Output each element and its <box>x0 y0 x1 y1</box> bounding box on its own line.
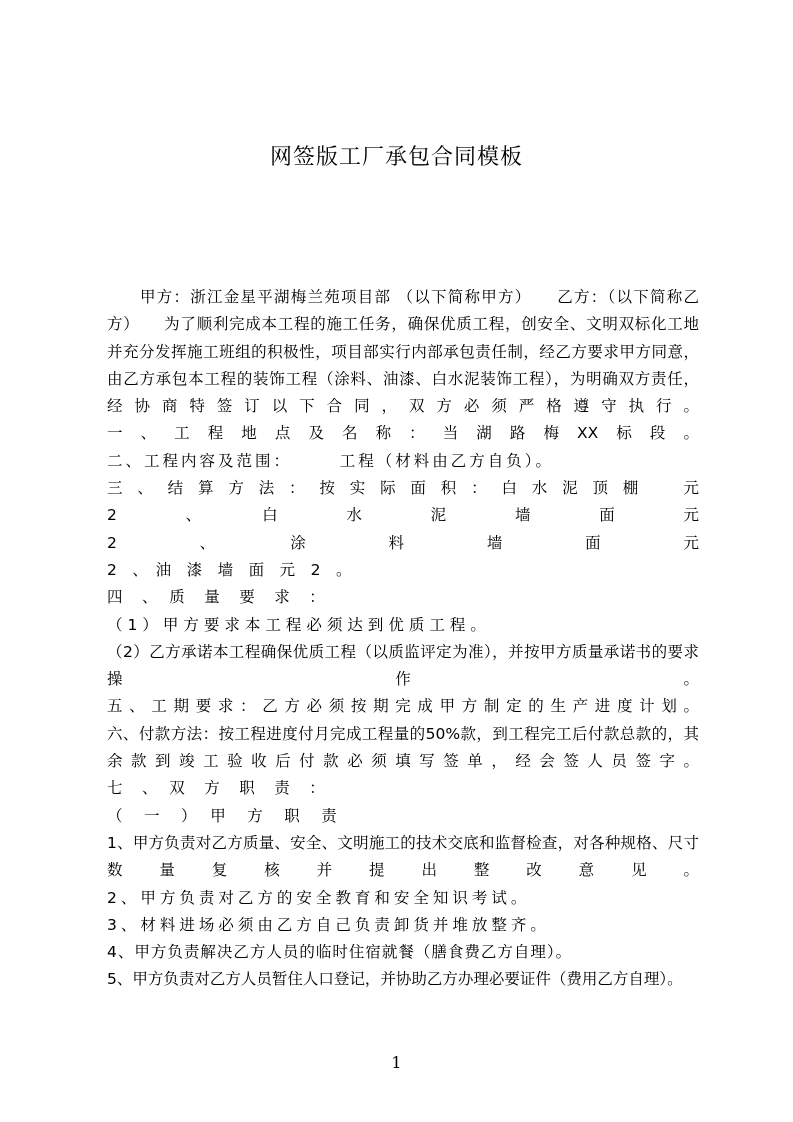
text-line: 方） 为了顺利完成本工程的施工任务，确保优质工程，创安全、文明双标化工地 <box>107 315 699 334</box>
text-line: 5、甲方负责对乙方人员暂住人口登记，并协助乙方办理必要证件（费用乙方自理）。 <box>107 970 683 989</box>
text-line: 数 量 复 核 并 提 出 整 改 意 见 。 <box>107 861 699 880</box>
text-line: （ 一 ） 甲 方 职 责 <box>107 806 340 825</box>
text-line: 二、工程内容及范围： 工程（材料由乙方自负）。 <box>107 451 555 470</box>
text-line: （2）乙方承诺本工程确保优质工程（以质监评定为准），并按甲方质量承诺书的要求 <box>107 642 699 661</box>
document-title: 网签版工厂承包合同模板 <box>269 145 523 170</box>
text-line: 3、材料进场必须由乙方自己负责卸货并堆放整齐。 <box>107 915 550 934</box>
text-line: 三、结算方法：按实际面积：白水泥顶棚 元 <box>107 479 699 498</box>
text-line: 余款到竣工验收后付款必须填写签单，经会签人员签字。 <box>107 752 699 771</box>
page-number: 1 <box>391 1053 402 1072</box>
text-line: 七 、 双 方 职 责 ： <box>107 779 327 798</box>
text-line: 甲方：浙江金星平湖梅兰苑项目部 （以下简称甲方） 乙方：（以下简称乙 <box>140 288 699 306</box>
text-line: 经协商特签订以下合同，双方必须严格遵守执行。 <box>107 397 699 416</box>
text-line: 由乙方承包本工程的装饰工程（涂料、油漆、白水泥装饰工程），为明确双方责任， <box>107 369 699 388</box>
text-line: 五、工期要求：乙方必须按期完成甲方制定的生产进度计划。 <box>107 697 699 716</box>
text-line: 1、甲方负责对乙方质量、安全、文明施工的技术交底和监督检查，对各种规格、尺寸 <box>107 833 699 852</box>
text-line: 2、甲方负责对乙方的安全教育和安全知识考试。 <box>107 888 531 907</box>
contract-body <box>107 284 699 994</box>
text-line: 2 、 油 漆 墙 面 元 2 。 <box>107 560 352 579</box>
text-line: 一、工程地点及名称：当湖路梅XX标段。 <box>107 424 699 443</box>
text-line: 2 、 涂 料 墙 面 元 <box>107 533 699 552</box>
text-line: 并充分发挥施工班组的积极性，项目部实行内部承包责任制，经乙方要求甲方同意， <box>107 342 699 361</box>
text-line: 操 作 。 <box>107 670 699 689</box>
text-line: 六、付款方法：按工程进度付月完成工程量的50%款，到工程完工后付款总款的，其 <box>107 724 699 743</box>
text-line: （1）甲方要求本工程必须达到优质工程。 <box>107 615 491 634</box>
text-line: 2 、 白 水 泥 墙 面 元 <box>107 506 699 525</box>
text-line: 4、甲方负责解决乙方人员的临时住宿就餐（膳食费乙方自理）。 <box>107 943 573 962</box>
text-line: 四 、 质 量 要 求 ： <box>107 588 327 607</box>
